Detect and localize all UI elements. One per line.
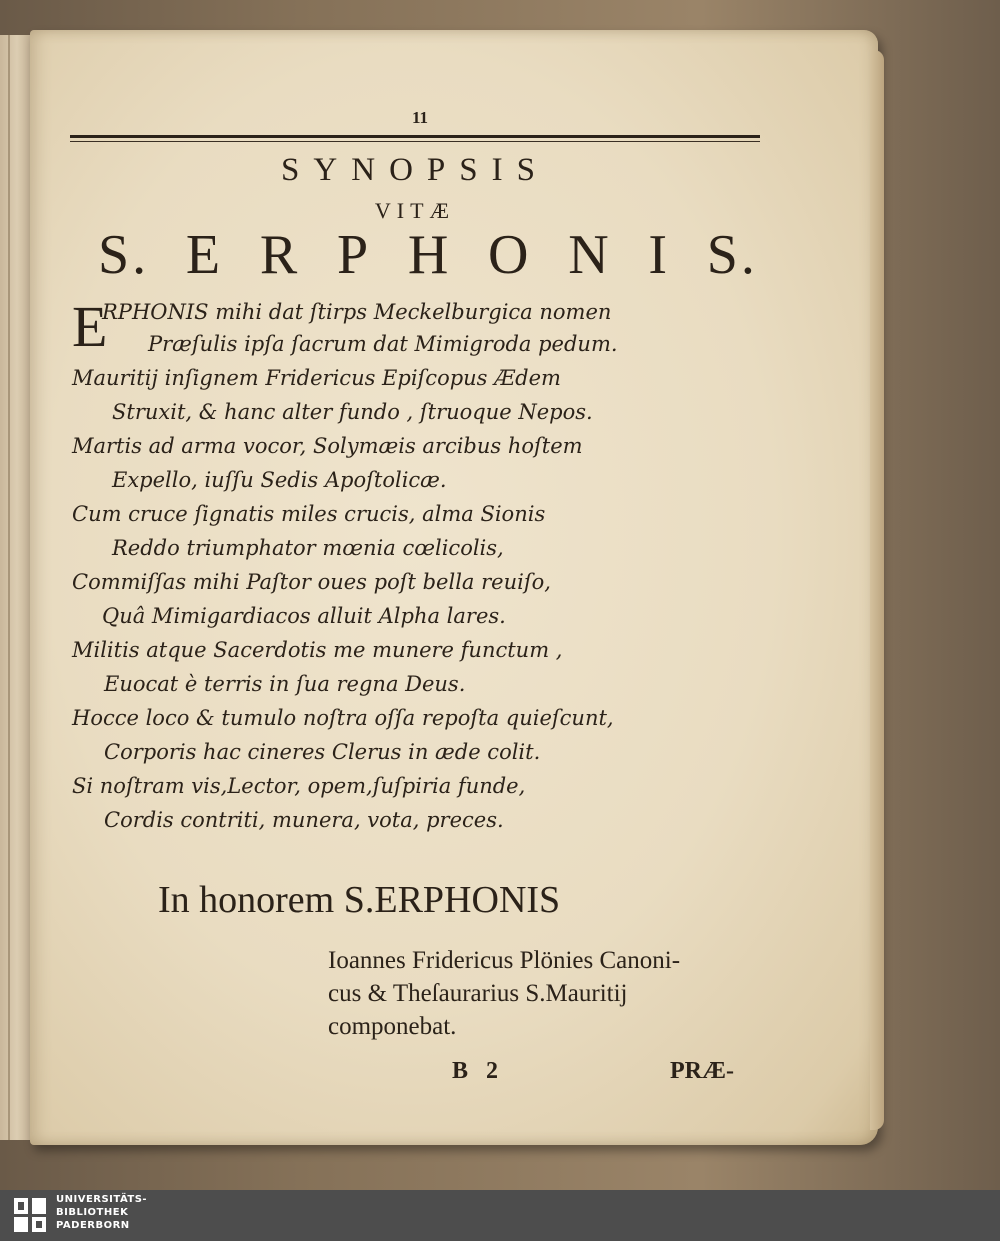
title-name-letter: E: [185, 224, 224, 286]
title-synopsis: SYNOPSIS: [281, 152, 549, 188]
drop-cap: E: [72, 294, 108, 359]
library-name-line: UNIVERSITÄTS-: [56, 1194, 148, 1205]
dedication-title: In honorem S.ERPHONIS: [158, 879, 561, 921]
poem-line: Corporis hac cineres Clerus in æde colit.: [104, 740, 541, 764]
author-block: [328, 944, 768, 1043]
library-footer: [0, 1190, 1000, 1241]
catchword: PRÆ-: [670, 1058, 734, 1084]
poem-line: Quâ Mimigardiacos alluit Alpha lares.: [102, 604, 506, 628]
title-name-letter: H: [407, 224, 452, 286]
library-name: [56, 1193, 147, 1232]
library-name-line: PADERBORN: [56, 1220, 130, 1231]
poem-line: Euocat è terris in ſua regna Deus.: [104, 672, 466, 696]
poem-line: Reddo triumphator mœnia cœlicolis,: [112, 536, 504, 560]
header-rule: [70, 135, 760, 138]
page-edge-curl: [870, 50, 884, 1130]
poem-line: Cordis contriti, munera, vota, preces.: [104, 808, 504, 832]
poem-line: Cum cruce ſignatis miles crucis, alma Sionis: [72, 502, 546, 526]
title-name-letter: S.: [706, 224, 758, 286]
poem-line: Mauritij inſignem Fridericus Epiſcopus Ædem: [72, 366, 561, 390]
poem-line: Struxit, & hanc alter fundo , ſtruoque Nepos.: [112, 400, 593, 424]
title-name-letter: R: [259, 224, 301, 286]
header-rule-thin: [70, 141, 760, 142]
page-number: 11: [412, 108, 429, 127]
title-name-letter: P: [336, 224, 372, 286]
poem-line: Commiſſas mihi Paſtor oues poſt bella reuiſo,: [72, 570, 551, 594]
title-name-letter: O: [488, 224, 532, 286]
poem-line: RPHONIS mihi dat ſtirps Meckelburgica nomen: [102, 300, 612, 324]
title-vitae: VITÆ: [374, 198, 456, 223]
title-name-letter: N: [568, 224, 612, 286]
poem-line: Hocce loco & tumulo noſtra oſſa repoſta quieſcunt,: [72, 706, 614, 730]
author-line: componebat.: [328, 1013, 457, 1040]
poem-line: Expello, iuſſu Sedis Apoſtolicæ.: [112, 468, 447, 492]
library-name-line: BIBLIOTHEK: [56, 1207, 129, 1218]
poem-line: Præſulis ipſa ſacrum dat Mimigroda pedum.: [148, 332, 618, 356]
title-name: [98, 223, 758, 287]
poem-line: Martis ad arma vocor, Solymæis arcibus hoſtem: [72, 434, 583, 458]
title-name-letter: I: [648, 224, 671, 286]
poem-line: Militis atque Sacerdotis me munere functum ,: [72, 638, 563, 662]
title-name-letter: S.: [98, 224, 150, 286]
signature-mark: B 2: [452, 1058, 505, 1084]
author-line: Ioannes Fridericus Plönies Canoni-: [328, 947, 681, 974]
author-line: cus & Theſaurarius S.Mauritij: [328, 980, 628, 1007]
book-page: [30, 30, 878, 1145]
library-logo-icon: [12, 1196, 48, 1234]
poem-line: Si noſtram vis,Lector, opem,ſuſpiria funde,: [72, 774, 526, 798]
